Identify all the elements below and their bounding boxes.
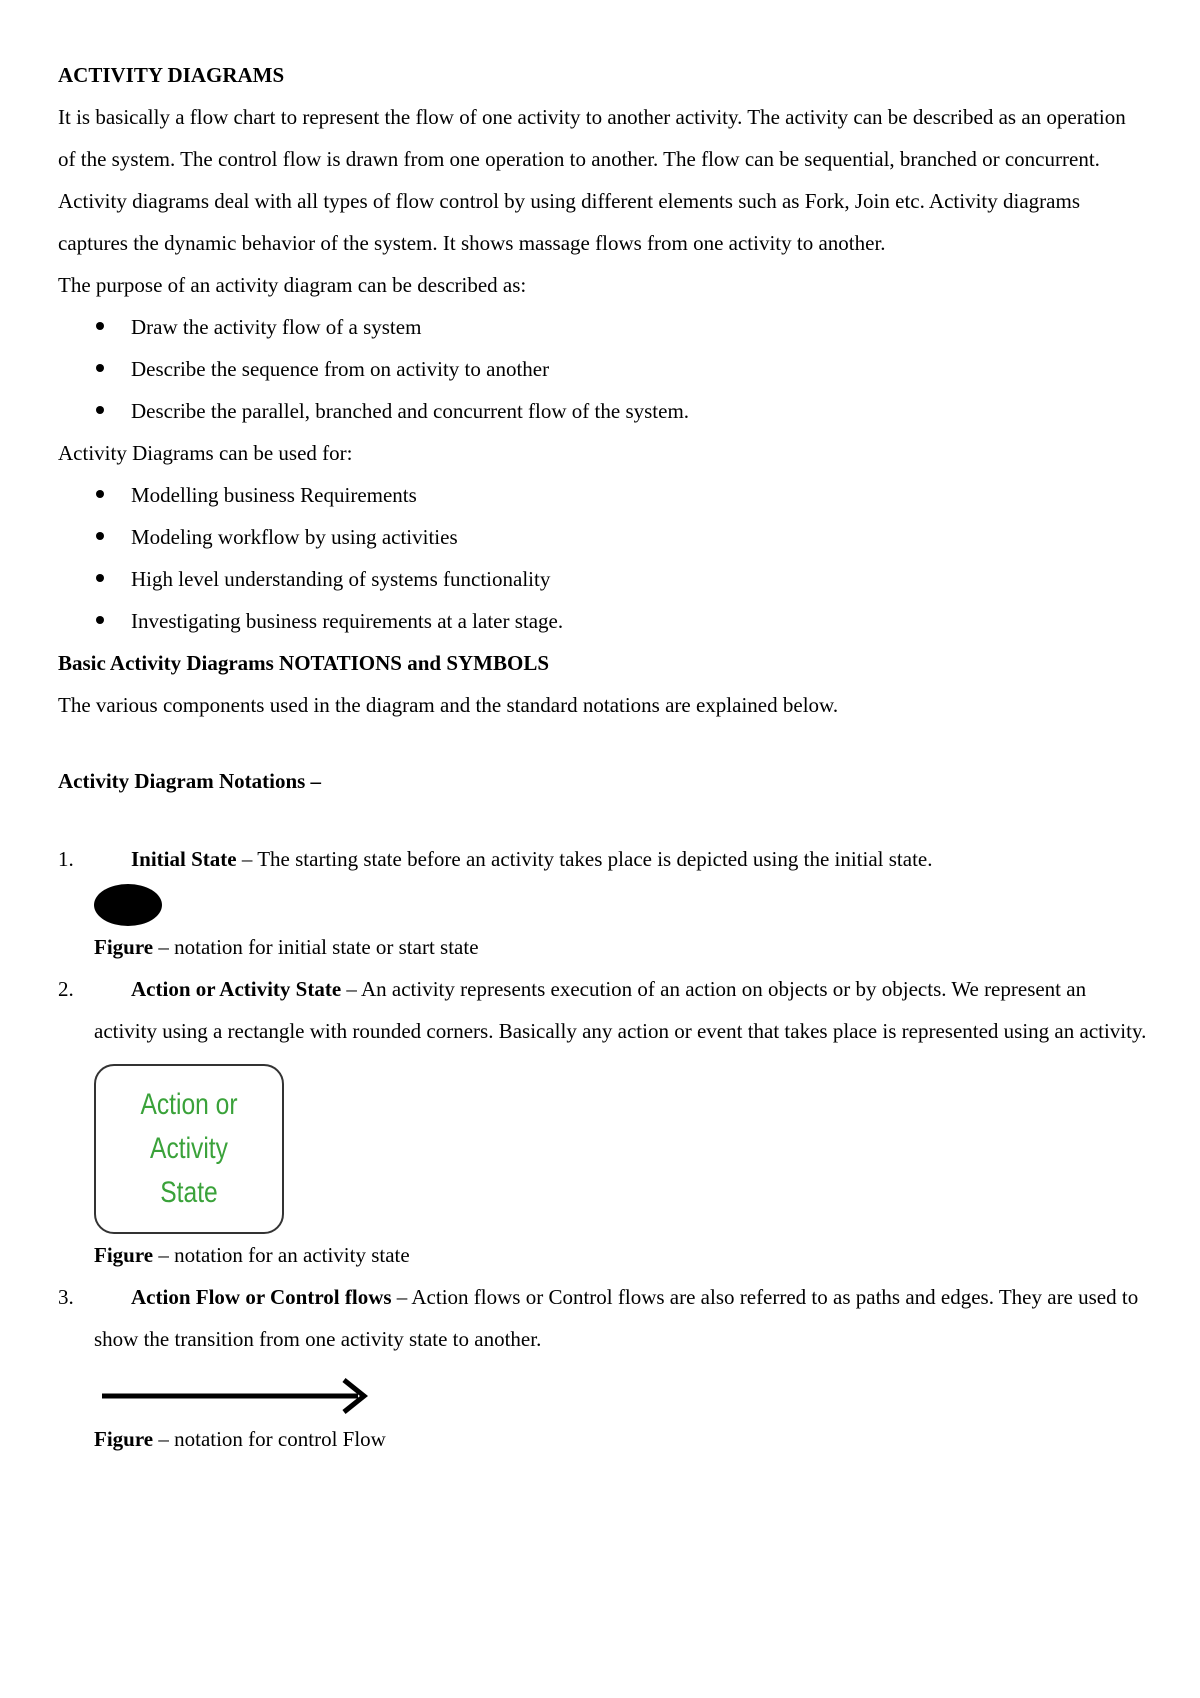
figure-label: Figure xyxy=(94,1427,154,1451)
purpose-lead: The purpose of an activity diagram can be described as: xyxy=(58,273,527,297)
item-term: Action or Activity State xyxy=(131,977,342,1001)
figure-label: Figure xyxy=(94,935,154,959)
notations-intro: The various components used in the diagram and the standard notations are explained below. xyxy=(58,693,839,717)
intro-paragraph: It is basically a flow chart to represent the flow of one activity to another activity. The activity can be described as an operation of the system. The control flow is drawn from one operation to another. The flow can be sequential, branched or concurrent. Activity diagrams deal with all types of flow control by using different elements such as Fork, Join etc. Activity diagrams captures the dynamic behavior of the system. It shows massage flows from one activity to another. xyxy=(58,105,1126,255)
list-item: Describe the sequence from on activity to another xyxy=(58,348,1148,390)
figure-caption xyxy=(58,1418,1148,1460)
control-flow-arrow-icon xyxy=(100,1374,370,1418)
item-text xyxy=(94,1276,1148,1360)
item-description: – An activity represents execution of an action on objects or by objects. We represent an activity using a rectangle with rounded corners. Basically any action or event that takes place is represented using an activity. xyxy=(94,977,1147,1043)
figure-caption xyxy=(58,1234,1148,1276)
notation-item-initial-state xyxy=(58,838,1148,880)
uses-lead: Activity Diagrams can be used for: xyxy=(58,441,353,465)
purpose-list xyxy=(58,306,1148,432)
item-number: 1. xyxy=(58,847,74,871)
notation-item-activity-state xyxy=(58,968,1148,1052)
list-item: Investigating business requirements at a later stage. xyxy=(58,600,1148,642)
notations-subheading: Activity Diagram Notations – xyxy=(58,769,322,793)
figure-caption-text: – notation for an activity state xyxy=(153,1243,410,1267)
item-text xyxy=(94,838,1148,880)
initial-state-symbol-icon xyxy=(94,884,162,926)
activity-state-symbol xyxy=(94,1064,284,1234)
item-number: 3. xyxy=(58,1285,74,1309)
list-item: Draw the activity flow of a system xyxy=(58,306,1148,348)
list-item: Modeling workflow by using activities xyxy=(58,516,1148,558)
item-text xyxy=(94,968,1148,1052)
spacer xyxy=(58,802,1148,838)
page-title: ACTIVITY DIAGRAMS xyxy=(58,63,285,87)
list-item: Modelling business Requirements xyxy=(58,474,1148,516)
uses-list xyxy=(58,474,1148,642)
figure-caption-text: – notation for control Flow xyxy=(153,1427,386,1451)
activity-state-label xyxy=(113,1083,266,1215)
item-term: Initial State xyxy=(131,847,237,871)
item-description: – The starting state before an activity takes place is depicted using the initial state. xyxy=(236,847,933,871)
figure-caption xyxy=(58,926,1148,968)
activity-label-line1: Action or Activity xyxy=(140,1088,238,1165)
item-term: Action Flow or Control flows xyxy=(131,1285,392,1309)
list-item: Describe the parallel, branched and concurrent flow of the system. xyxy=(58,390,1148,432)
figure-label: Figure xyxy=(94,1243,154,1267)
notation-item-control-flow xyxy=(58,1276,1148,1360)
figure-caption-text: – notation for initial state or start state xyxy=(153,935,479,959)
notations-heading: Basic Activity Diagrams NOTATIONS and SYMBOLS xyxy=(58,651,550,675)
item-number: 2. xyxy=(58,977,74,1001)
item-description: – Action flows or Control flows are also referred to as paths and edges. They are used to show the transition from one activity state to another. xyxy=(94,1285,1139,1351)
document-body xyxy=(58,54,1148,1460)
spacer xyxy=(58,726,1148,760)
list-item: High level understanding of systems functionality xyxy=(58,558,1148,600)
activity-label-line2: State xyxy=(160,1176,218,1209)
